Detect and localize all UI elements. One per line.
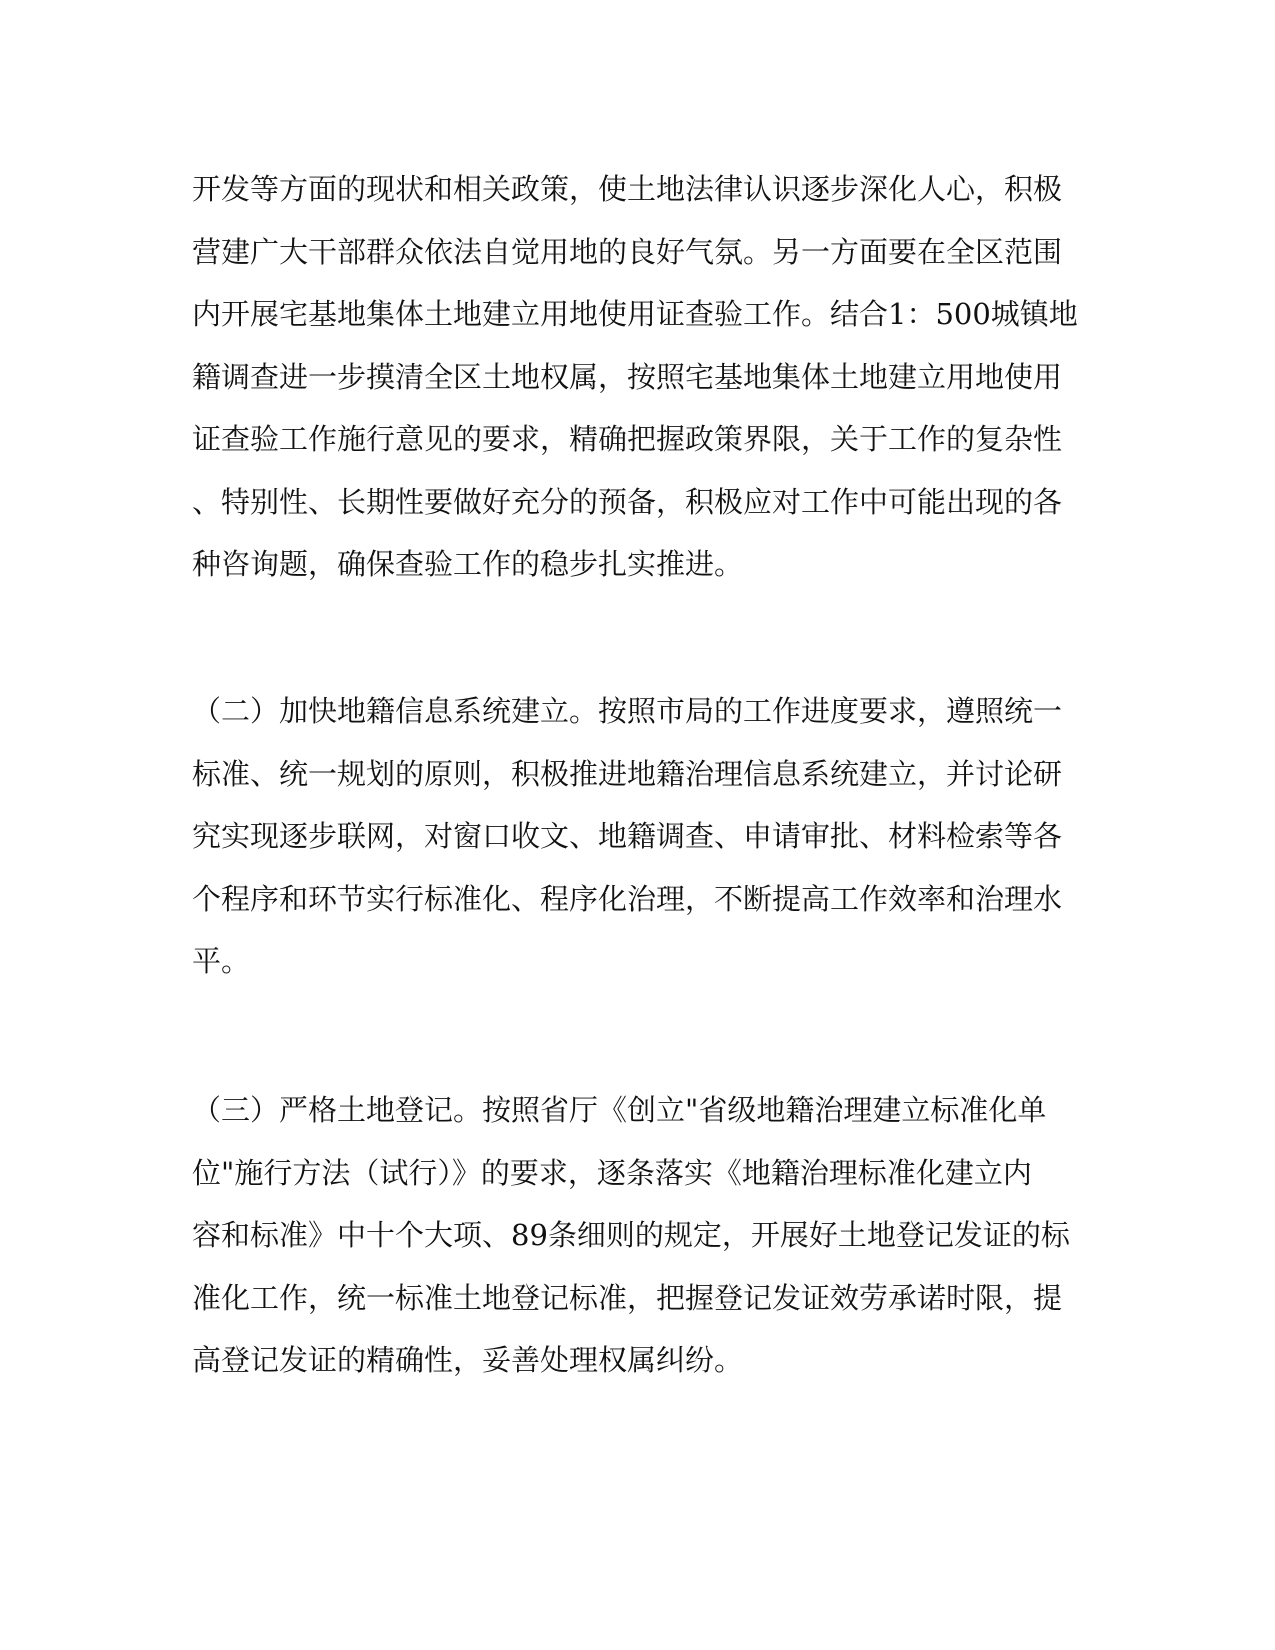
paragraph-line: 证查验工作施行意见的要求，精确把握政策界限，关于工作的复杂性 <box>192 422 1063 456</box>
paragraph-line: 标准、统一规划的原则，积极推进地籍治理信息系统建立，并讨论研 <box>192 756 1063 791</box>
paragraph-line: （二）加快地籍信息系统建立。按照市局的工作进度要求，遵照统一 <box>192 694 1063 728</box>
paragraph-line: 容和标准》中十个大项、89条细则的规定，开展好土地登记发证的标 <box>192 1218 1070 1252</box>
paragraph-line: 、特别性、长期性要做好充分的预备，积极应对工作中可能出现的各 <box>192 484 1063 519</box>
paragraph-line: 位"施行方法（试行）》的要求，逐条落实《地籍治理标准化建立内 <box>192 1155 1032 1190</box>
paragraph-line: 准化工作，统一标准土地登记标准，把握登记发证效劳承诺时限，提 <box>192 1280 1063 1315</box>
paragraph-line: 开发等方面的现状和相关政策，使土地法律认识逐步深化人心，积极 <box>192 172 1063 206</box>
paragraph-land-registration <box>192 1079 1070 1392</box>
paragraph-cadastral-info-system <box>192 680 1063 993</box>
paragraph-line: 究实现逐步联网，对窗口收文、地籍调查、申请审批、材料检索等各 <box>192 819 1063 853</box>
paragraph-land-law-publicity <box>192 158 1078 596</box>
paragraph-line: 营建广大干部群众依法自觉用地的良好气氛。另一方面要在全区范围 <box>192 234 1063 269</box>
paragraph-line: 高登记发证的精确性，妥善处理权属纠纷。 <box>192 1343 744 1377</box>
paragraph-line: 平。 <box>192 944 251 978</box>
paragraph-line: 个程序和环节实行标准化、程序化治理，不断提高工作效率和治理水 <box>192 881 1063 916</box>
paragraph-line: 籍调查进一步摸清全区土地权属，按照宅基地集体土地建立用地使用 <box>192 359 1063 394</box>
paragraph-line: 内开展宅基地集体土地建立用地使用证查验工作。结合1：500城镇地 <box>192 297 1078 331</box>
paragraph-line: （三）严格土地登记。按照省厅《创立"省级地籍治理建立标准化单 <box>192 1093 1047 1127</box>
paragraph-line: 种咨询题，确保查验工作的稳步扎实推进。 <box>192 547 744 581</box>
